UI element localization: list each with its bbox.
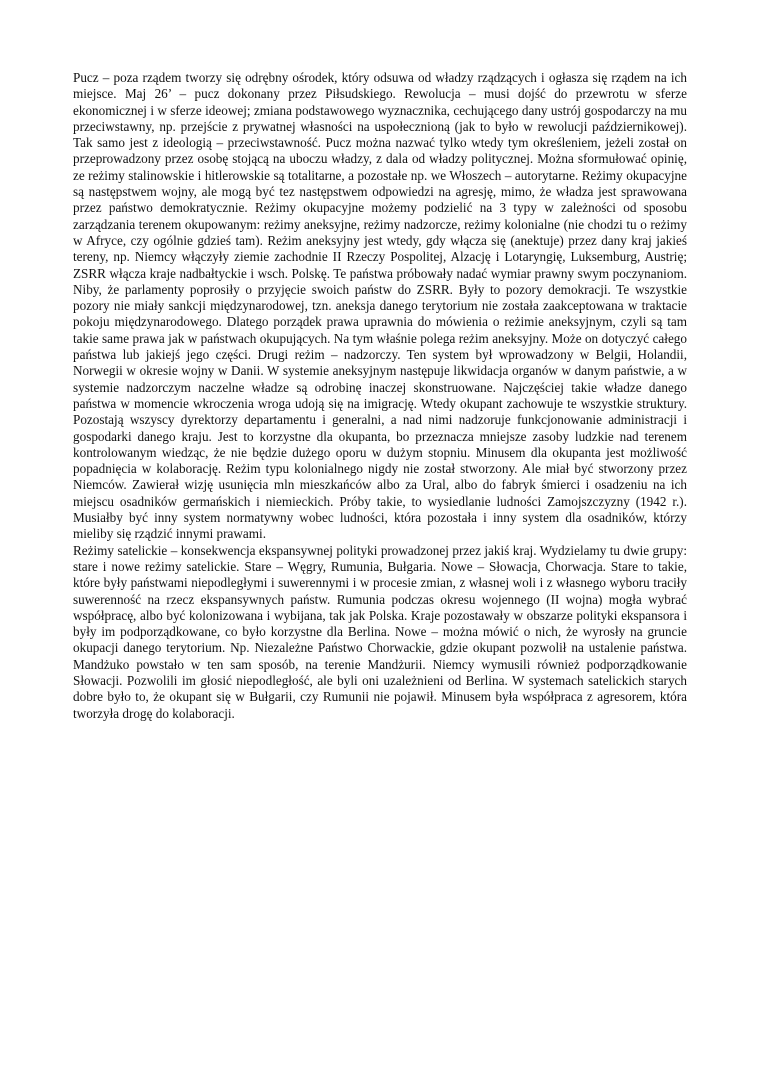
paragraph-coups-and-occupation-regimes: Pucz – poza rządem tworzy się odrębny ośrodek, który odsuwa od władzy rządzących i ogłasza się rządem na ich miejsce. Maj 26’ – pucz dokonany przez Piłsudskiego. Rewolucja – musi dojść do przewrotu w sferze ekonomicznej i w sferze ideowej; zmiana podstawowego wyznacznika, cechującego dany ustrój gospodarczy na mu przeciwstawny, np. przejście z prywatnej własności na uspołecznioną (jak to było w rewolucji październikowej). Tak samo jest z ideologią – przeciwstawność. Pucz można nazwać tylko wtedy tym określeniem, jeżeli został on przeprowadzony przez osobę stojącą na uboczu władzy, z dala od władzy politycznej. Można sformułować opinię, ze reżimy stalinowskie i hitlerowskie są totalitarne, a pozostałe np. we Włoszech – autorytarne. Reżimy okupacyjne są następstwem wojny, ale mogą być tez następstwem odpowiedzi na agresję, mimo, że władza jest sprawowana przez państwo demokratycznie. Reżimy okupacyjne możemy podzielić na 3 typy w zależności od sposobu zarządzania terenem okupowanym: reżimy aneksyjne, reżimy nadzorcze, reżimy kolonialne (nie chodzi tu o reżimy w Afryce, czy ogólnie gdzieś tam). Reżim aneksyjny jest wtedy, gdy włącza się (anektuje) przez dany kraj jakieś tereny, np. Niemcy włączyły ziemie zachodnie II Rzeczy Pospolitej, Alzację i Lotaryngię, Luksemburg, Austrię; ZSRR włącza kraje nadbałtyckie i wsch. Polskę. Te państwa próbowały nadać wymiar prawny swym poczynaniom. Niby, że parlamenty poprosiły o przyjęcie swoich państw do ZSRR. Były to pozory demokracji. Te wszystkie pozory nie miały sankcji międzynarodowej, tzn. aneksja danego terytorium nie została zaakceptowana w traktacie pokoju międzynarodowego. Dlatego porządek prawa uprawnia do mówienia o reżimie aneksyjnym, czyli są tam takie same prawa jak w państwach okupujących. Na tym właśnie polega reżim aneksyjny. Może on dotyczyć całego państwa lub jakiejś jego części. Drugi reżim – nadzorczy. Ten system był wprowadzony w Belgii, Holandii, Norwegii w okresie wojny w Danii. W systemie aneksyjnym następuje likwidacja organów w danym państwie, a w systemie nadzorczym naczelne władze są odrobinę inaczej skonstruowane. Najczęściej takie władze danego państwa w momencie wkroczenia wroga udoją się na imigrację. Wtedy okupant zachowuje te wszystkie struktury. Pozostają wszyscy dyrektorzy departamentu i generalni, a nad nimi nadzoruje funkcjonowanie administracji i gospodarki danego kraju. Jest to korzystne dla okupanta, bo przeznacza mniejsze zasoby ludzkie nad terenem kontrolowanym wiedząc, że nie będzie dużego oporu w dużym stopniu. Minusem dla okupanta jest możliwość popadnięcia w kolaborację. Reżim typu kolonialnego nigdy nie został stworzony. Ale miał być stworzony przez Niemców. Zawierał wizję usunięcia mln mieszkańców albo za Ural, albo do fabryk śmierci i osadzeniu na ich miejscu osadników germańskich i niemieckich. Próby takie, to wysiedlanie ludności Zamojszczyzny (1942 r.). Musiałby być inny system normatywny wobec ludności, która pozostała i inny system dla osadników, którzy mieliby się rządzić innymi prawami.	[73, 70, 687, 542]
document-body	[73, 70, 687, 722]
paragraph-satellite-regimes: Reżimy satelickie – konsekwencja ekspansywnej polityki prowadzonej przez jakiś kraj. Wydzielamy tu dwie grupy: stare i nowe reżimy satelickie. Stare – Węgry, Rumunia, Bułgaria. Nowe – Słowacja, Chorwacja. Stare to takie, które były państwami niepodległymi i suwerennymi i w procesie zmian, z własnej woli i z własnego wyboru traciły suwerenność na rzecz ekspansywnych państw. Rumunia podczas okresu wojennego (II wojna) mogła wybrać współpracę, albo być kolonizowana i wybijana, tak jak Polska. Kraje pozostawały w obszarze polityki ekspansora i były im podporządkowane, co było korzystne dla Berlina. Nowe – można mówić o nich, że wyrosły na gruncie okupacji danego terytorium. Np. Niezależne Państwo Chorwackie, gdzie okupant pozwolił na ustalenie państwa. Mandżuko powstało w ten sam sposób, na terenie Mandżurii. Niemcy wymusili również podporządkowanie Słowacji. Pozwolili im głosić niepodległość, ale byli oni uzależnieni od Berlina. W systemach satelickich starych dobre było to, że okupant się w Bułgarii, czy Rumunii nie pojawił. Minusem była współpraca z agresorem, która tworzyła drogę do kolaboracji.	[73, 542, 687, 721]
